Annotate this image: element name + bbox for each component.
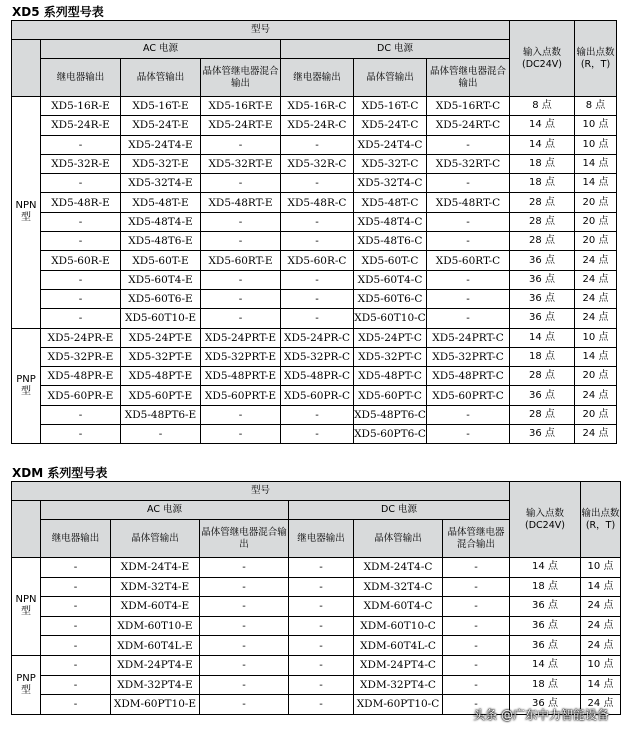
output-points-cell: 24 点 xyxy=(575,386,617,405)
model-cell: - xyxy=(200,636,289,656)
output-points-cell: 24 点 xyxy=(575,425,617,444)
model-cell: XD5-16T-E xyxy=(121,97,201,116)
input-points-cell: 18 点 xyxy=(510,675,581,695)
input-points-cell: 18 点 xyxy=(510,347,575,366)
model-cell: - xyxy=(41,289,121,308)
model-cell: XD5-24PR-C xyxy=(281,328,354,347)
model-cell: XD5-32R-E xyxy=(41,154,121,173)
model-cell: XD5-60PT6-C xyxy=(354,425,427,444)
model-cell: XDM-60T10-C xyxy=(354,616,443,636)
input-points-cell: 28 点 xyxy=(510,212,575,231)
output-points-cell: 24 点 xyxy=(581,597,621,617)
model-cell: XD5-60R-E xyxy=(41,251,121,270)
model-cell: - xyxy=(281,212,354,231)
header-col-3: 继电器输出 xyxy=(281,59,354,97)
model-cell: - xyxy=(427,212,510,231)
model-cell: - xyxy=(281,405,354,424)
output-points-cell: 10 点 xyxy=(575,116,617,135)
model-cell: - xyxy=(427,309,510,328)
model-cell: - xyxy=(201,309,281,328)
model-cell: - xyxy=(281,174,354,193)
model-cell: - xyxy=(200,655,289,675)
model-cell: - xyxy=(41,597,111,617)
model-cell: XD5-24PT-C xyxy=(354,328,427,347)
table-row xyxy=(12,636,621,656)
header-col-2: 晶体管继电器混合输出 xyxy=(201,59,281,97)
input-points-cell: 14 点 xyxy=(510,655,581,675)
model-cell: - xyxy=(443,655,510,675)
model-cell: XD5-60T6-E xyxy=(121,289,201,308)
output-points-cell: 20 点 xyxy=(575,232,617,251)
input-points-cell: 28 点 xyxy=(510,232,575,251)
input-points-cell: 14 点 xyxy=(510,328,575,347)
model-cell: XD5-24PR-E xyxy=(41,328,121,347)
model-cell: - xyxy=(200,675,289,695)
output-points-cell: 10 点 xyxy=(581,655,621,675)
input-points-cell: 36 点 xyxy=(510,386,575,405)
header-col-0: 继电器输出 xyxy=(41,520,111,558)
model-cell: - xyxy=(443,616,510,636)
table-row xyxy=(12,289,617,308)
table-row xyxy=(12,367,617,386)
model-cell: - xyxy=(200,695,289,715)
output-points-cell: 24 点 xyxy=(575,251,617,270)
model-cell: - xyxy=(41,655,111,675)
model-cell: XD5-48PT6-E xyxy=(121,405,201,424)
model-cell: - xyxy=(201,425,281,444)
xd5-title: XD5 系列型号表 xyxy=(12,5,104,19)
model-cell: XDM-60T10-E xyxy=(111,616,200,636)
model-cell: XD5-24PRT-E xyxy=(201,328,281,347)
table-row xyxy=(12,116,617,135)
model-cell: XD5-60T10-C xyxy=(354,309,427,328)
table-row xyxy=(12,558,621,578)
model-cell: XDM-32T4-E xyxy=(111,577,200,597)
model-cell: - xyxy=(41,309,121,328)
model-cell: - xyxy=(443,558,510,578)
output-points-cell: 14 点 xyxy=(575,154,617,173)
model-cell: - xyxy=(41,636,111,656)
model-cell: - xyxy=(41,675,111,695)
model-cell: - xyxy=(200,616,289,636)
input-points-cell: 8 点 xyxy=(510,97,575,116)
model-cell: - xyxy=(427,270,510,289)
header-col-5: 晶体管继电器混合输出 xyxy=(427,59,510,97)
model-cell: XD5-24T-E xyxy=(121,116,201,135)
model-cell: XD5-24T4-C xyxy=(354,135,427,154)
model-cell: - xyxy=(427,289,510,308)
table-row xyxy=(12,193,617,212)
xd5-model-table xyxy=(11,20,617,444)
model-cell: - xyxy=(201,232,281,251)
table-row xyxy=(12,577,621,597)
model-cell: - xyxy=(427,405,510,424)
table-row xyxy=(12,97,617,116)
input-points-cell: 36 点 xyxy=(510,309,575,328)
model-cell: - xyxy=(41,558,111,578)
input-points-cell: 36 点 xyxy=(510,695,581,715)
model-cell: - xyxy=(289,636,354,656)
model-cell: XDM-60T4-E xyxy=(111,597,200,617)
input-points-cell: 28 点 xyxy=(510,367,575,386)
output-points-cell: 10 点 xyxy=(581,558,621,578)
model-cell: XD5-24PRT-C xyxy=(427,328,510,347)
header-col-5: 晶体管继电器混合输出 xyxy=(443,520,510,558)
model-cell: XD5-32PRT-C xyxy=(427,347,510,366)
table-row xyxy=(12,135,617,154)
model-cell: XDM-24T4-E xyxy=(111,558,200,578)
header-input-points: 输入点数 (DC24V) xyxy=(510,21,575,97)
model-cell: XD5-60PR-E xyxy=(41,386,121,405)
model-cell: - xyxy=(201,174,281,193)
model-cell: - xyxy=(200,597,289,617)
model-cell: - xyxy=(281,309,354,328)
group-label: NPN 型 xyxy=(12,97,41,329)
model-cell: XD5-60RT-C xyxy=(427,251,510,270)
model-cell: XD5-48PT-C xyxy=(354,367,427,386)
model-cell: XD5-48RT-E xyxy=(201,193,281,212)
header-blank xyxy=(12,40,41,97)
table-row xyxy=(12,425,617,444)
model-cell: XD5-48T-E xyxy=(121,193,201,212)
model-cell: XD5-48PT6-C xyxy=(354,405,427,424)
model-cell: - xyxy=(41,232,121,251)
model-cell: - xyxy=(201,289,281,308)
model-cell: - xyxy=(443,597,510,617)
model-cell: - xyxy=(41,616,111,636)
header-ac-power: AC 电源 xyxy=(41,501,289,520)
model-cell: - xyxy=(427,174,510,193)
model-cell: XD5-48T4-E xyxy=(121,212,201,231)
output-points-cell: 20 点 xyxy=(575,367,617,386)
model-cell: XD5-16R-C xyxy=(281,97,354,116)
model-cell: XD5-24R-E xyxy=(41,116,121,135)
output-points-cell: 20 点 xyxy=(575,405,617,424)
model-cell: XD5-32PR-C xyxy=(281,347,354,366)
model-cell: XD5-32PRT-E xyxy=(201,347,281,366)
model-cell: XD5-48PT-E xyxy=(121,367,201,386)
model-cell: - xyxy=(41,425,121,444)
model-cell: XDM-60PT10-C xyxy=(354,695,443,715)
output-points-cell: 14 点 xyxy=(575,347,617,366)
model-cell: - xyxy=(41,577,111,597)
table-row xyxy=(12,347,617,366)
model-cell: XDM-60T4L-C xyxy=(354,636,443,656)
output-points-cell: 14 点 xyxy=(581,675,621,695)
input-points-cell: 36 点 xyxy=(510,636,581,656)
input-points-cell: 36 点 xyxy=(510,270,575,289)
xdm-model-table xyxy=(11,481,621,715)
header-ac-power: AC 电源 xyxy=(41,40,281,59)
header-col-4: 晶体管输出 xyxy=(354,520,443,558)
model-cell: - xyxy=(201,212,281,231)
model-cell: - xyxy=(289,558,354,578)
input-points-cell: 14 点 xyxy=(510,116,575,135)
input-points-cell: 14 点 xyxy=(510,558,581,578)
model-cell: - xyxy=(289,675,354,695)
header-model: 型号 xyxy=(12,482,510,501)
model-cell: XD5-48T4-C xyxy=(354,212,427,231)
header-output-points: 输出点数 (R，T) xyxy=(575,21,617,97)
input-points-cell: 28 点 xyxy=(510,405,575,424)
model-cell: - xyxy=(281,232,354,251)
output-points-cell: 14 点 xyxy=(581,577,621,597)
header-col-0: 继电器输出 xyxy=(41,59,121,97)
model-cell: - xyxy=(443,695,510,715)
model-cell: - xyxy=(41,405,121,424)
model-cell: - xyxy=(41,174,121,193)
input-points-cell: 28 点 xyxy=(510,193,575,212)
header-output-points: 输出点数 (R，T) xyxy=(581,482,621,558)
table-row xyxy=(12,328,617,347)
model-cell: - xyxy=(201,405,281,424)
model-cell: XD5-48T-C xyxy=(354,193,427,212)
model-cell: - xyxy=(41,135,121,154)
model-cell: XD5-48R-C xyxy=(281,193,354,212)
output-points-cell: 24 点 xyxy=(581,695,621,715)
input-points-cell: 36 点 xyxy=(510,616,581,636)
model-cell: - xyxy=(281,425,354,444)
input-points-cell: 14 点 xyxy=(510,135,575,154)
table-row xyxy=(12,309,617,328)
model-cell: XD5-48PRT-E xyxy=(201,367,281,386)
model-cell: XD5-32R-C xyxy=(281,154,354,173)
model-cell: XD5-16R-E xyxy=(41,97,121,116)
model-cell: XD5-24T4-E xyxy=(121,135,201,154)
model-cell: XD5-16RT-E xyxy=(201,97,281,116)
model-cell: XDM-24PT4-C xyxy=(354,655,443,675)
model-cell: XD5-60PRT-E xyxy=(201,386,281,405)
model-cell: XD5-60PRT-C xyxy=(427,386,510,405)
table-row xyxy=(12,174,617,193)
output-points-cell: 24 点 xyxy=(575,289,617,308)
input-points-cell: 36 点 xyxy=(510,425,575,444)
model-cell: - xyxy=(289,597,354,617)
input-points-cell: 36 点 xyxy=(510,597,581,617)
model-cell: - xyxy=(41,212,121,231)
model-cell: XD5-32T-E xyxy=(121,154,201,173)
model-cell: - xyxy=(41,695,111,715)
model-cell: XD5-24RT-E xyxy=(201,116,281,135)
header-blank xyxy=(12,501,41,558)
model-cell: XD5-24T-C xyxy=(354,116,427,135)
header-col-3: 继电器输出 xyxy=(289,520,354,558)
model-cell: - xyxy=(281,289,354,308)
watermark: 头条 @广东中力智能设备 xyxy=(473,708,609,722)
output-points-cell: 14 点 xyxy=(575,174,617,193)
output-points-cell: 10 点 xyxy=(575,135,617,154)
model-cell: XD5-32RT-E xyxy=(201,154,281,173)
model-cell: XD5-48RT-C xyxy=(427,193,510,212)
model-cell: - xyxy=(443,636,510,656)
model-cell: XD5-48PR-E xyxy=(41,367,121,386)
model-cell: XD5-60T10-E xyxy=(121,309,201,328)
model-cell: XD5-24PT-E xyxy=(121,328,201,347)
header-dc-power: DC 电源 xyxy=(281,40,510,59)
model-cell: XDM-24T4-C xyxy=(354,558,443,578)
model-cell: XDM-60PT10-E xyxy=(111,695,200,715)
model-cell: - xyxy=(427,232,510,251)
table-row xyxy=(12,655,621,675)
model-cell: - xyxy=(121,425,201,444)
header-col-4: 晶体管输出 xyxy=(354,59,427,97)
model-cell: XD5-48PR-C xyxy=(281,367,354,386)
model-cell: - xyxy=(443,675,510,695)
output-points-cell: 8 点 xyxy=(575,97,617,116)
model-cell: - xyxy=(289,695,354,715)
model-cell: - xyxy=(289,655,354,675)
model-cell: - xyxy=(201,270,281,289)
header-col-2: 晶体管继电器混合输出 xyxy=(200,520,289,558)
model-cell: XD5-32T4-C xyxy=(354,174,427,193)
xdm-title: XDM 系列型号表 xyxy=(12,466,108,480)
output-points-cell: 24 点 xyxy=(581,636,621,656)
model-cell: XD5-32T4-E xyxy=(121,174,201,193)
table-row xyxy=(12,616,621,636)
table-row xyxy=(12,212,617,231)
table-row xyxy=(12,675,621,695)
model-cell: XD5-60PR-C xyxy=(281,386,354,405)
model-cell: XD5-60T-E xyxy=(121,251,201,270)
model-cell: XD5-60R-C xyxy=(281,251,354,270)
model-cell: XDM-60T4L-E xyxy=(111,636,200,656)
model-cell: - xyxy=(200,558,289,578)
model-cell: XD5-32T-C xyxy=(354,154,427,173)
model-cell: - xyxy=(200,577,289,597)
model-cell: XDM-32PT4-C xyxy=(354,675,443,695)
model-cell: XD5-32RT-C xyxy=(427,154,510,173)
model-cell: XD5-60PT-E xyxy=(121,386,201,405)
model-cell: - xyxy=(281,135,354,154)
output-points-cell: 24 点 xyxy=(581,616,621,636)
model-cell: XD5-48PRT-C xyxy=(427,367,510,386)
model-cell: XD5-60PT-C xyxy=(354,386,427,405)
model-cell: XDM-60T4-C xyxy=(354,597,443,617)
model-cell: XD5-60T6-C xyxy=(354,289,427,308)
output-points-cell: 24 点 xyxy=(575,309,617,328)
model-cell: XD5-24R-C xyxy=(281,116,354,135)
input-points-cell: 18 点 xyxy=(510,154,575,173)
model-cell: - xyxy=(427,135,510,154)
model-cell: XD5-48R-E xyxy=(41,193,121,212)
model-cell: XD5-60T4-E xyxy=(121,270,201,289)
model-cell: XD5-60T4-C xyxy=(354,270,427,289)
model-cell: - xyxy=(289,577,354,597)
model-cell: XD5-32PT-E xyxy=(121,347,201,366)
model-cell: - xyxy=(281,270,354,289)
model-cell: XD5-32PT-C xyxy=(354,347,427,366)
output-points-cell: 20 点 xyxy=(575,212,617,231)
group-label: PNP 型 xyxy=(12,655,41,714)
input-points-cell: 36 点 xyxy=(510,251,575,270)
group-label: NPN 型 xyxy=(12,558,41,656)
output-points-cell: 10 点 xyxy=(575,328,617,347)
output-points-cell: 24 点 xyxy=(575,270,617,289)
table-row xyxy=(12,405,617,424)
model-cell: - xyxy=(289,616,354,636)
output-points-cell: 20 点 xyxy=(575,193,617,212)
table-row xyxy=(12,232,617,251)
model-cell: XDM-32T4-C xyxy=(354,577,443,597)
header-model: 型号 xyxy=(12,21,510,40)
table-row xyxy=(12,251,617,270)
group-label: PNP 型 xyxy=(12,328,41,444)
table-row xyxy=(12,154,617,173)
model-cell: XD5-32PR-E xyxy=(41,347,121,366)
input-points-cell: 18 点 xyxy=(510,174,575,193)
table-row xyxy=(12,386,617,405)
model-cell: XD5-48T6-C xyxy=(354,232,427,251)
model-cell: - xyxy=(201,135,281,154)
header-col-1: 晶体管输出 xyxy=(111,520,200,558)
model-cell: XD5-60RT-E xyxy=(201,251,281,270)
model-cell: XD5-16RT-C xyxy=(427,97,510,116)
model-cell: XD5-60T-C xyxy=(354,251,427,270)
model-cell: XDM-32PT4-E xyxy=(111,675,200,695)
header-dc-power: DC 电源 xyxy=(289,501,510,520)
model-cell: XDM-24PT4-E xyxy=(111,655,200,675)
model-cell: - xyxy=(427,425,510,444)
model-cell: - xyxy=(443,577,510,597)
model-cell: XD5-48T6-E xyxy=(121,232,201,251)
model-cell: XD5-24RT-C xyxy=(427,116,510,135)
input-points-cell: 36 点 xyxy=(510,289,575,308)
table-row xyxy=(12,597,621,617)
model-cell: - xyxy=(41,270,121,289)
model-cell: XD5-16T-C xyxy=(354,97,427,116)
header-input-points: 输入点数 (DC24V) xyxy=(510,482,581,558)
header-col-1: 晶体管输出 xyxy=(121,59,201,97)
table-row xyxy=(12,270,617,289)
input-points-cell: 18 点 xyxy=(510,577,581,597)
